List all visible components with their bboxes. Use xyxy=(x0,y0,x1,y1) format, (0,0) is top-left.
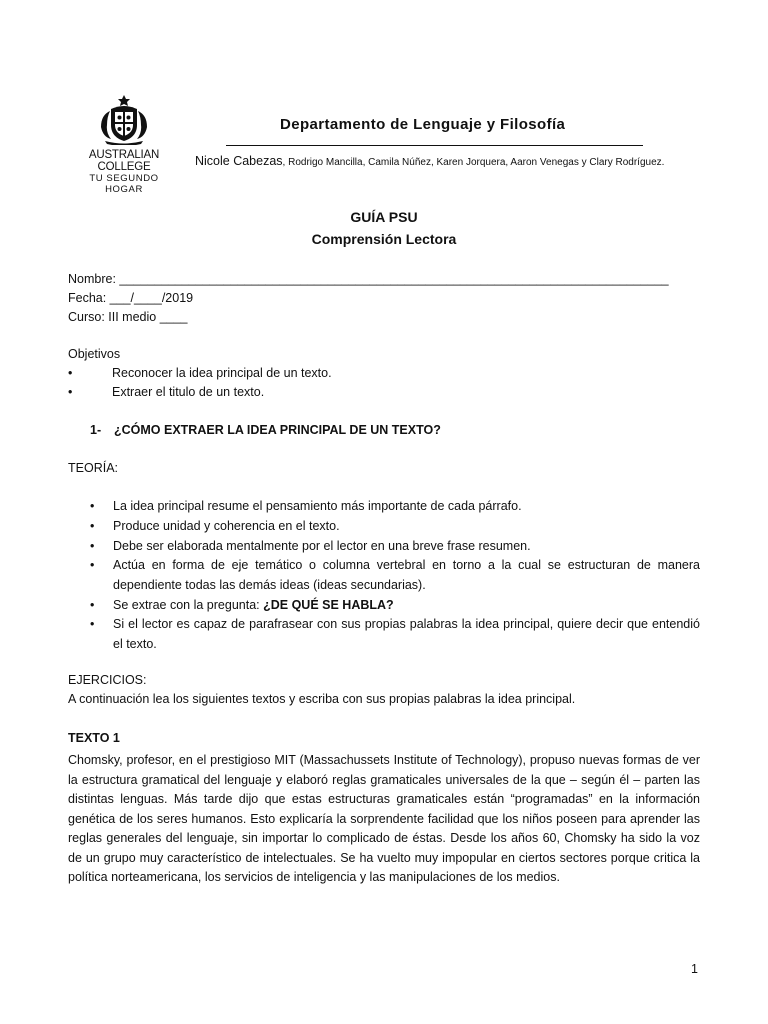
question-prefix: Se extrae con la pregunta: xyxy=(113,598,264,612)
teoria-text: Si el lector es capaz de parafrasear con sus propias palabras la idea principal, quiere decir que entendió el texto. xyxy=(113,617,700,651)
section-heading xyxy=(90,423,441,437)
logo-name: AUSTRALIAN COLLEGE xyxy=(88,149,160,173)
teoria-item xyxy=(90,497,700,517)
teoria-item xyxy=(90,537,700,557)
teoria-item xyxy=(90,596,700,616)
nombre-field: Nombre: _______________________________________________________________________________ xyxy=(68,272,669,286)
crest-icon xyxy=(95,93,153,145)
objective-text: Reconocer la idea principal de un texto. xyxy=(112,366,332,380)
objective-item xyxy=(68,366,332,380)
logo-motto: TU SEGUNDO HOGAR xyxy=(89,173,159,195)
section-number: 1- xyxy=(90,423,102,437)
teoria-item xyxy=(90,556,700,595)
teoria-item xyxy=(90,517,700,537)
teoria-text: Actúa en forma de eje temático o columna vertebral en torno a la cual se estructuran de manera dependiente todas las demás ideas (ideas secundarias). xyxy=(113,558,700,592)
curso-field: Curso: III medio ____ xyxy=(68,310,188,324)
texto1-body: Chomsky, profesor, en el prestigioso MIT (Massachussets Institute of Technology), propuso nuevas formas de ver la estructura gramatical del lenguaje y elaboró reglas gramaticales universales de la que – según él – parten las distintas lenguas. Más tarde dijo que estas estructuras gramaticales están “programadas” en la información genética de los seres humanos. Esto explicaría la sorprendente facilidad que los niños poseen para aprender las reglas generales del lenguaje, sin importar lo complicado de éstas. Desde los años 60, Chomsky ha sido la voz de un grupo muy característico de intelectuales. Se ha vuelto muy impopular en ciertos sectores porque critica la política norteamericana, los servicios de inteligencia y las manipulaciones de los medios. xyxy=(68,753,700,884)
teoria-item xyxy=(90,615,700,654)
bullet-icon: • xyxy=(90,499,95,513)
author-main: Nicole Cabezas xyxy=(195,154,283,168)
header-divider xyxy=(226,145,643,146)
bullet-icon: • xyxy=(90,598,95,612)
bullet-icon: • xyxy=(68,385,73,399)
authors-line xyxy=(195,154,664,168)
teoria-heading: TEORÍA: xyxy=(68,461,119,475)
objectives-heading: Objetivos xyxy=(68,347,121,361)
bullet-icon: • xyxy=(68,366,73,380)
fecha-field: Fecha: ___/____/2019 xyxy=(68,291,194,305)
objective-item xyxy=(68,385,265,399)
department-title: Departamento de Lenguaje y Filosofía xyxy=(280,116,566,133)
question-bold: ¿DE QUÉ SE HABLA? xyxy=(263,598,394,612)
texto1-heading: TEXTO 1 xyxy=(68,731,120,745)
bullet-icon: • xyxy=(90,539,95,553)
author-rest: , Rodrigo Mancilla, Camila Núñez, Karen Jorquera, Aaron Venegas y Clary Rodríguez. xyxy=(282,157,665,168)
bullet-icon: • xyxy=(90,558,95,572)
teoria-question xyxy=(113,596,700,616)
guide-subtitle: Comprensión Lectora xyxy=(311,231,457,247)
bullet-icon: • xyxy=(90,617,95,631)
ejercicios-instruction: A continuación lea los siguientes textos y escriba con sus propias palabras la idea principal. xyxy=(68,692,576,706)
teoria-text: Debe ser elaborada mentalmente por el lector en una breve frase resumen. xyxy=(113,539,531,553)
page-number: 1 xyxy=(691,962,698,976)
guide-title: GUÍA PSU xyxy=(350,209,418,225)
section-title: ¿CÓMO EXTRAER LA IDEA PRINCIPAL DE UN TEXTO? xyxy=(114,423,441,437)
teoria-text: La idea principal resume el pensamiento más importante de cada párrafo. xyxy=(113,499,522,513)
objective-text: Extraer el titulo de un texto. xyxy=(112,385,265,399)
teoria-text: Produce unidad y coherencia en el texto. xyxy=(113,519,340,533)
ejercicios-heading: EJERCICIOS: xyxy=(68,673,147,687)
college-logo xyxy=(70,93,178,195)
bullet-icon: • xyxy=(90,519,95,533)
